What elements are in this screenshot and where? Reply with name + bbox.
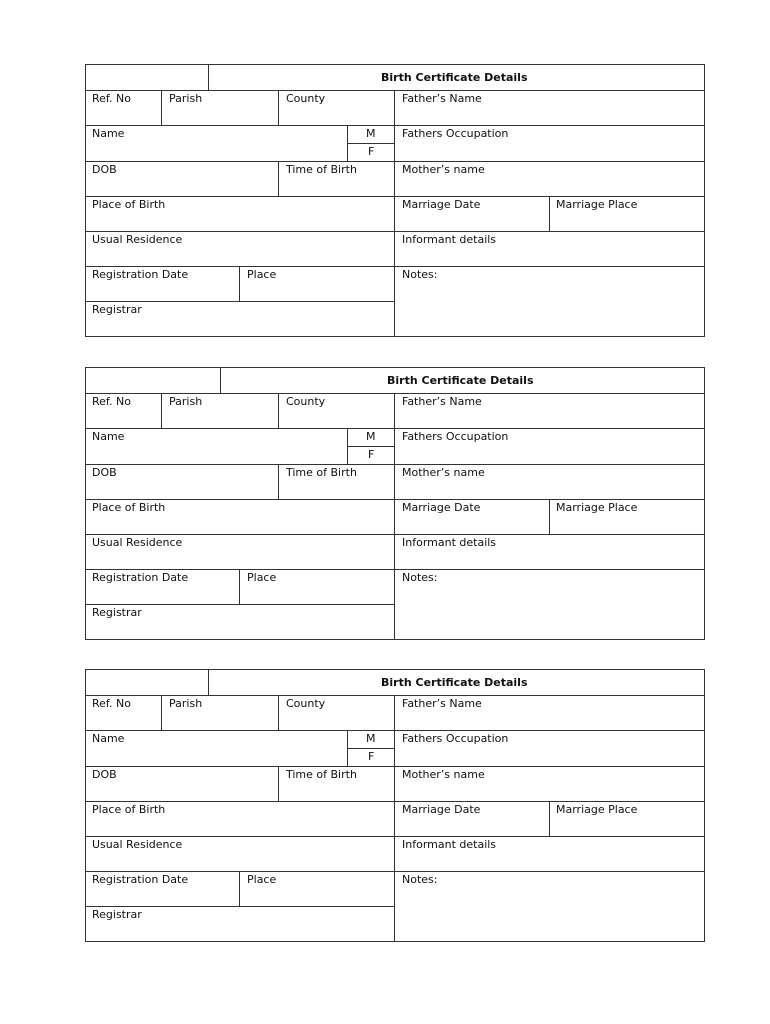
form-title: Birth Certificate Details [381,71,528,84]
col-divider [549,499,550,535]
title-divider [208,64,209,91]
marriage-place-field[interactable]: Marriage Place [556,198,638,211]
sex-female-option[interactable]: F [368,145,375,158]
border-bottom [85,639,705,640]
border-bottom [85,941,705,942]
title-divider [220,367,221,394]
row-divider [85,231,705,232]
place-of-birth-field[interactable]: Place of Birth [92,501,166,514]
sex-female-option[interactable]: F [368,448,375,461]
border-left [85,669,86,942]
registrar-field[interactable]: Registrar [92,303,142,316]
marriage-date-field[interactable]: Marriage Date [402,803,481,816]
row-divider [85,266,705,267]
col-divider [278,695,279,731]
informant-details-field[interactable]: Informant details [402,838,497,851]
ref-no-field[interactable]: Ref. No [92,395,131,408]
center-divider [394,393,395,640]
form-title: Birth Certificate Details [387,374,534,387]
row-divider [85,569,705,570]
border-bottom [85,336,705,337]
row-divider [85,836,705,837]
row-divider [85,499,705,500]
marriage-place-field[interactable]: Marriage Place [556,501,638,514]
row-divider [85,695,705,696]
sex-box-divider [347,428,348,465]
marriage-date-field[interactable]: Marriage Date [402,198,481,211]
notes-field[interactable]: Notes: [402,873,438,886]
row-divider [85,125,705,126]
col-divider [278,766,279,802]
time-of-birth-field[interactable]: Time of Birth [286,163,357,176]
border-right [704,669,705,942]
row-divider [85,730,705,731]
parish-field[interactable]: Parish [169,697,203,710]
sex-divider [347,143,395,144]
parish-field[interactable]: Parish [169,395,203,408]
county-field[interactable]: County [286,92,326,105]
col-divider [239,266,240,302]
border-right [704,64,705,337]
marriage-place-field[interactable]: Marriage Place [556,803,638,816]
notes-field[interactable]: Notes: [402,571,438,584]
birth-certificate-form-1 [85,64,705,337]
col-divider [239,569,240,605]
sex-divider [347,446,395,447]
col-divider [161,393,162,429]
row-divider [85,301,395,302]
county-field[interactable]: County [286,395,326,408]
sex-male-option[interactable]: M [366,127,376,140]
border-top [85,669,705,670]
col-divider [239,871,240,907]
row-divider [85,604,395,605]
mothers-name-field[interactable]: Mother’s name [402,163,485,176]
usual-residence-field[interactable]: Usual Residence [92,536,183,549]
sex-female-option[interactable]: F [368,750,375,763]
row-divider [85,766,705,767]
birth-certificate-form-3 [85,669,705,942]
place-field[interactable]: Place [247,268,277,281]
row-divider [85,196,705,197]
parish-field[interactable]: Parish [169,92,203,105]
name-field[interactable]: Name [92,430,125,443]
name-field[interactable]: Name [92,127,125,140]
col-divider [161,90,162,126]
row-divider [85,428,705,429]
row-divider [85,393,705,394]
fathers-occupation-field[interactable]: Fathers Occupation [402,430,509,443]
birth-certificate-form-2 [85,367,705,640]
border-left [85,64,86,337]
mothers-name-field[interactable]: Mother’s name [402,768,485,781]
place-field[interactable]: Place [247,571,277,584]
border-right [704,367,705,640]
registrar-field[interactable]: Registrar [92,606,142,619]
place-of-birth-field[interactable]: Place of Birth [92,198,166,211]
mothers-name-field[interactable]: Mother’s name [402,466,485,479]
col-divider [161,695,162,731]
fathers-occupation-field[interactable]: Fathers Occupation [402,127,509,140]
registration-date-field[interactable]: Registration Date [92,571,189,584]
sex-divider [347,748,395,749]
dob-field[interactable]: DOB [92,466,117,479]
fathers-occupation-field[interactable]: Fathers Occupation [402,732,509,745]
place-of-birth-field[interactable]: Place of Birth [92,803,166,816]
name-field[interactable]: Name [92,732,125,745]
sex-box-divider [347,730,348,767]
sex-male-option[interactable]: M [366,430,376,443]
usual-residence-field[interactable]: Usual Residence [92,838,183,851]
col-divider [549,196,550,232]
time-of-birth-field[interactable]: Time of Birth [286,768,357,781]
col-divider [278,393,279,429]
fathers-name-field[interactable]: Father’s Name [402,395,482,408]
row-divider [85,90,705,91]
col-divider [278,161,279,197]
col-divider [549,801,550,837]
border-left [85,367,86,640]
usual-residence-field[interactable]: Usual Residence [92,233,183,246]
registration-date-field[interactable]: Registration Date [92,873,189,886]
informant-details-field[interactable]: Informant details [402,536,497,549]
row-divider [85,871,705,872]
center-divider [394,695,395,942]
fathers-name-field[interactable]: Father’s Name [402,92,482,105]
center-divider [394,90,395,337]
ref-no-field[interactable]: Ref. No [92,92,131,105]
row-divider [85,801,705,802]
border-top [85,64,705,65]
time-of-birth-field[interactable]: Time of Birth [286,466,357,479]
informant-details-field[interactable]: Informant details [402,233,497,246]
col-divider [278,90,279,126]
sex-male-option[interactable]: M [366,732,376,745]
fathers-name-field[interactable]: Father’s Name [402,697,482,710]
dob-field[interactable]: DOB [92,768,117,781]
registration-date-field[interactable]: Registration Date [92,268,189,281]
row-divider [85,464,705,465]
sex-box-divider [347,125,348,162]
col-divider [278,464,279,500]
marriage-date-field[interactable]: Marriage Date [402,501,481,514]
form-title: Birth Certificate Details [381,676,528,689]
dob-field[interactable]: DOB [92,163,117,176]
place-field[interactable]: Place [247,873,277,886]
county-field[interactable]: County [286,697,326,710]
row-divider [85,906,395,907]
row-divider [85,161,705,162]
notes-field[interactable]: Notes: [402,268,438,281]
row-divider [85,534,705,535]
title-divider [208,669,209,696]
border-top [85,367,705,368]
registrar-field[interactable]: Registrar [92,908,142,921]
ref-no-field[interactable]: Ref. No [92,697,131,710]
